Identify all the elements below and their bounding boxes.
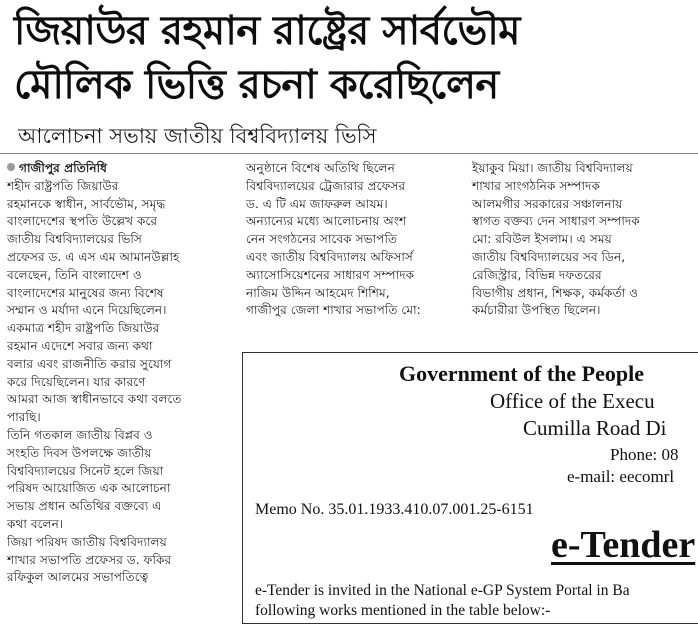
ad-office: Office of the Execu bbox=[490, 389, 655, 413]
ad-body-line-2: following works mentioned in the table below:- bbox=[255, 602, 551, 619]
article-column-1 bbox=[7, 160, 232, 587]
column-2-text: অনুষ্ঠানে বিশেষ অতিথি ছিলেন বিশ্ববিদ্যালয়ের ট্রেজারার প্রফেসর ড. এ টি এম জাফরুল আযম। অন্যান্যের মধ্যে আলোচনায় অংশ নেন সংগঠনের সাবেক সভাপতি এবং জাতীয় বিশ্ববিদ্যালয় অফিসার্স অ্যাসোসিয়েশনের সাধারণ সম্পাদক নাজিম উদ্দিন আহমেদ শিশিম, গাজীপুর জেলা শাখার সভাপতি মো: bbox=[246, 161, 421, 318]
ad-road: Cumilla Road Di bbox=[523, 416, 667, 440]
tender-advertisement bbox=[242, 352, 698, 624]
article-column-2 bbox=[246, 160, 466, 320]
bullet-icon bbox=[7, 163, 15, 171]
byline bbox=[7, 160, 232, 178]
headline-line-1: জিয়াউর রহমান রাষ্ট্রের সার্বভৌম bbox=[14, 8, 521, 54]
ad-title: e-Tender bbox=[551, 524, 696, 566]
article-column-3 bbox=[472, 160, 694, 320]
ad-body-line-1: e-Tender is invited in the National e-GP System Portal in Ba bbox=[255, 582, 630, 599]
ad-memo-number: Memo No. 35.01.1933.410.07.001.25-6151 bbox=[255, 501, 534, 518]
ad-phone: Phone: 08 bbox=[610, 445, 679, 464]
paragraph-2: তিনি গতকাল জাতীয় বিপ্লব ও সংহতি দিবস উপলক্ষে জাতীয় বিশ্ববিদ্যালয়ের সিনেট হলে জিয়া পরিষদ আয়োজিত এক আলোচনা সভায় প্রধান অতিথির বক্তব্যে এ কথা বলেন। bbox=[7, 427, 171, 531]
ad-body bbox=[255, 581, 698, 621]
article-headline bbox=[14, 4, 694, 112]
paragraph-1: শহীদ রাষ্ট্রপতি জিয়াউর রহমানকে স্বাধীন, সার্বভৌম, সমৃদ্ধ বাংলাদেশের স্থপতি উল্লেখ করে জাতীয় বিশ্ববিদ্যালয়ের ভিসি প্রফেসর ড. এ এস এম আমানউল্লাহ বলেছেন, তিনি বাংলাদেশ ও বাংলাদেশের মানুষের জন্য বিশেষ সম্মান ও মর্যাদা এনে দিয়েছিলেন। একমাত্র শহীদ রাষ্ট্রপতি জিয়াউর রহমান এদেশে সবার জন্য কথা বলার এবং রাজনীতি করার সুযোগ করে দিয়েছিলেন। যার কারণে আমরা আজ স্বাধীনভাবে কথা বলতে পারছি। bbox=[7, 178, 182, 425]
column-3-text: ইয়াকুব মিয়া। জাতীয় বিশ্ববিদ্যালয় শাখার সাংগঠনিক সম্পাদক আলমগীর সরকারের সঞ্চালনায় স্বাগত বক্তব্য দেন সাধারণ সম্পাদক মো: রবিউল ইসলাম। এ সময় জাতীয় বিশ্ববিদ্যালয়ের সব ডিন, রেজিস্ট্রার, বিভিন্ন দফতরের বিভাগীয় প্রধান, শিক্ষক, কর্মকর্তা ও কর্মচারীরা উপস্থিত ছিলেন। bbox=[472, 161, 640, 318]
ad-email: e-mail: eecomrl bbox=[567, 467, 675, 486]
article-subheadline: আলোচনা সভায় জাতীয় বিশ্ববিদ্যালয় ভিসি bbox=[18, 124, 377, 148]
headline-divider bbox=[0, 153, 698, 154]
ad-organization: Government of the People bbox=[399, 361, 644, 386]
byline-text: গাজীপুর প্রতিনিধি bbox=[19, 161, 107, 175]
headline-line-2: মৌলিক ভিত্তি রচনা করেছিলেন bbox=[14, 62, 499, 108]
paragraph-3: জিয়া পরিষদ জাতীয় বিশ্ববিদ্যালয় শাখার সভাপতি প্রফেসর ড. ফকির রফিকুল আলমের সভাপতিত্বে bbox=[7, 534, 172, 585]
